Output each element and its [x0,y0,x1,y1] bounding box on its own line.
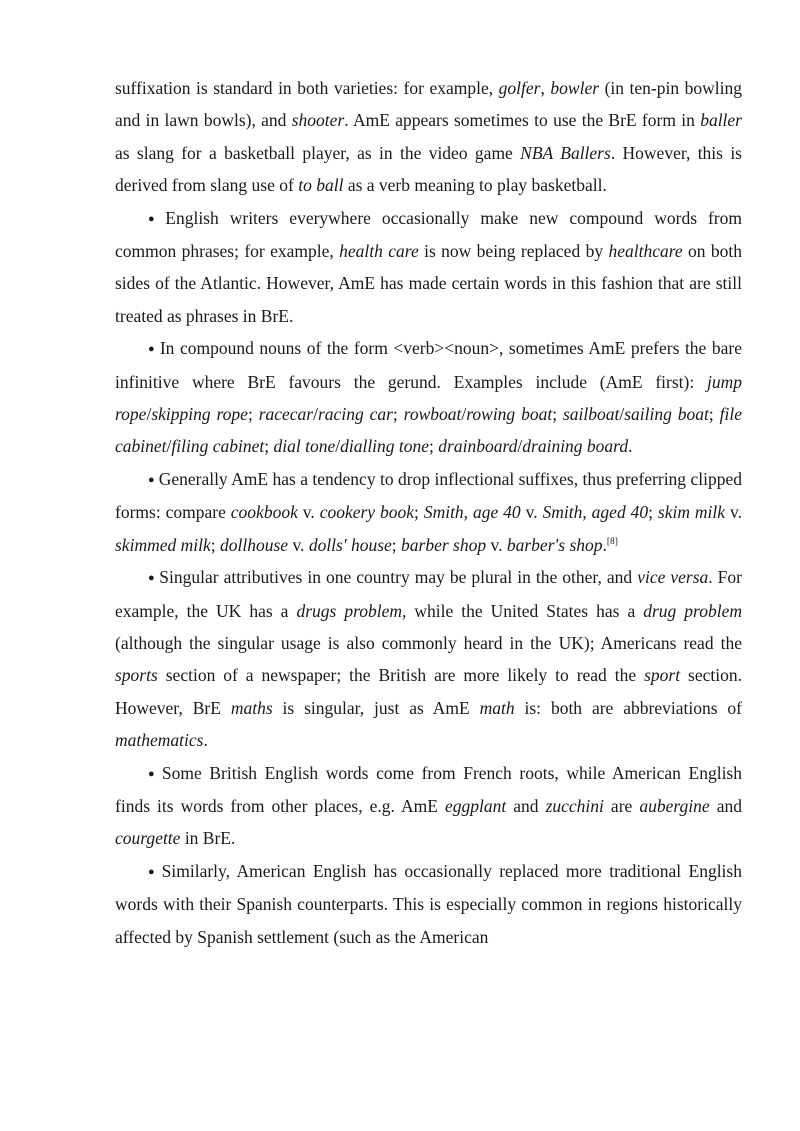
italic-term: file cabinet [115,404,742,457]
italic-term: drainboard [438,436,518,457]
bullet-paragraph [115,561,742,756]
bullet-paragraph [115,202,742,333]
text-run: . AmE appears sometimes to use the BrE form in [344,110,701,131]
italic-term: barber's shop [506,534,603,555]
italic-term: sports [115,665,158,686]
text-run: suffixation is standard in both varieties: for example, [115,78,499,98]
italic-term: Smith, aged 40 [542,502,649,523]
text-run: (although the singular usage is also commonly heard in the UK); Americans read the [115,632,742,653]
italic-term: mathematics [115,730,204,751]
italic-term: NBA Ballers [520,142,611,163]
italic-term: racecar [258,404,314,425]
text-run: ; [392,404,404,425]
text-run: v. [725,502,742,523]
italic-term: barber shop [401,534,487,555]
italic-term: rowing boat [466,404,553,425]
text-run: Singular attributives in one country may be plural in the other, and [159,567,638,588]
text-run: ; [391,534,402,555]
italic-term: drug problem [643,600,742,621]
italic-term: healthcare [608,241,683,262]
italic-term: sailing boat [624,404,709,425]
text-run: v. [520,502,543,523]
text-run: / [461,404,467,425]
text-run: are [603,795,640,816]
italic-term: shooter [291,110,345,131]
italic-term: dialling tone [340,436,430,457]
italic-term: skim milk [657,502,726,523]
text-run: ; [708,404,720,425]
text-run: . [602,534,607,555]
text-run: and [506,795,546,816]
italic-term: skimmed milk [115,534,211,555]
bullet-icon: ● [148,865,158,878]
italic-term: dial tone [273,436,336,457]
text-run: v. [288,534,309,555]
text-run: . However, this is derived from slang use of [115,142,742,196]
text-run: ; [414,502,424,523]
italic-term: courgette [115,828,181,849]
italic-term: sailboat [562,404,620,425]
text-run: as slang for a basketball player, as in the video game [115,142,521,163]
italic-term: Smith, age 40 [423,502,521,523]
text-run: ; [264,436,274,457]
text-run: / [166,436,172,457]
italic-term: racing car [318,404,393,425]
italic-term: dolls' house [308,534,392,555]
bullet-icon: ● [148,343,156,356]
bullet-icon: ● [148,572,156,585]
text-run: / [313,404,318,425]
bullet-icon: ● [148,212,162,225]
bullet-icon: ● [148,767,158,780]
bullet-paragraph [115,757,742,855]
italic-term: filing cabinet [171,436,265,457]
text-run: as a verb meaning to play basketball. [343,175,607,196]
text-run: / [335,436,341,457]
text-run: Similarly, American English has occasionally replaced more traditional English words with their Spanish counterparts. This is especially common in regions historically affected by Spanish settlement (such as the American [115,860,742,947]
text-run: , [540,78,551,98]
text-run: ; [552,404,563,425]
text-run: Generally AmE has a tendency to drop inflectional suffixes, thus preferring clipped forms: compare [115,468,742,523]
text-run: ; [247,404,259,425]
italic-term: baller [700,110,742,131]
text-run: section of a newspaper; the British are more likely to read the [157,665,645,686]
italic-term: rowboat [403,404,462,425]
text-run: v. [486,534,507,555]
text-run: Some British English words come from French roots, while American English finds its words from other places, e.g. AmE [115,762,742,816]
text-run: section. However, BrE [115,665,742,718]
italic-term: cookbook [230,502,298,523]
bullet-paragraph [115,463,742,561]
document-page [115,72,742,953]
body-paragraph [115,72,742,202]
italic-term: skipping rope [151,404,248,425]
text-run: ; [648,502,658,523]
text-run: is: both are abbreviations of [514,697,742,718]
italic-term: bowler [550,78,600,98]
italic-term: zucchini [545,795,604,816]
text-run: in BrE. [180,828,236,849]
text-run: / [619,404,625,425]
text-run: is singular, just as AmE [272,697,480,718]
text-run: . [628,436,633,457]
italic-term: maths [230,697,273,718]
italic-term: vice versa [637,567,709,588]
italic-term: eggplant [444,795,507,816]
bullet-paragraph [115,332,742,463]
italic-term: sport [644,665,681,686]
text-run: (in ten-pin bowling and in lawn bowls), and [115,78,743,131]
text-run: on both sides of the Atlantic. However, AmE has made certain words in this fashion that are still treated as phrases in BrE. [115,241,743,326]
bullet-icon: ● [148,473,155,486]
citation-ref[interactable]: [8] [606,536,618,547]
italic-term: dollhouse [220,534,289,555]
italic-term: jump rope [115,371,742,425]
text-run: . [203,730,208,751]
text-run: , while the United States has a [402,600,644,621]
text-run: / [517,436,523,457]
text-run: . For example, the UK has a [115,567,742,621]
italic-term: to ball [298,175,344,196]
text-run: / [146,404,152,425]
text-run: v. [297,502,320,523]
italic-term: health care [339,241,419,262]
italic-term: cookery book [319,502,415,523]
text-run: ; [429,436,439,457]
italic-term: drugs problem [296,600,403,621]
bullet-paragraph [115,855,742,953]
text-run: In compound nouns of the form <verb><noun>, sometimes AmE prefers the bare infinitive where BrE favours the gerund. Examples include (AmE first): [115,338,742,392]
italic-term: golfer [498,78,541,98]
text-run: English writers everywhere occasionally make new compound words from common phrases; for example, [115,207,742,262]
text-run: and [709,795,742,816]
text-run: ; [210,534,220,555]
italic-term: math [479,697,515,718]
text-run: is now being replaced by [418,241,609,262]
italic-term: aubergine [639,795,710,816]
italic-term: draining board [522,436,629,457]
